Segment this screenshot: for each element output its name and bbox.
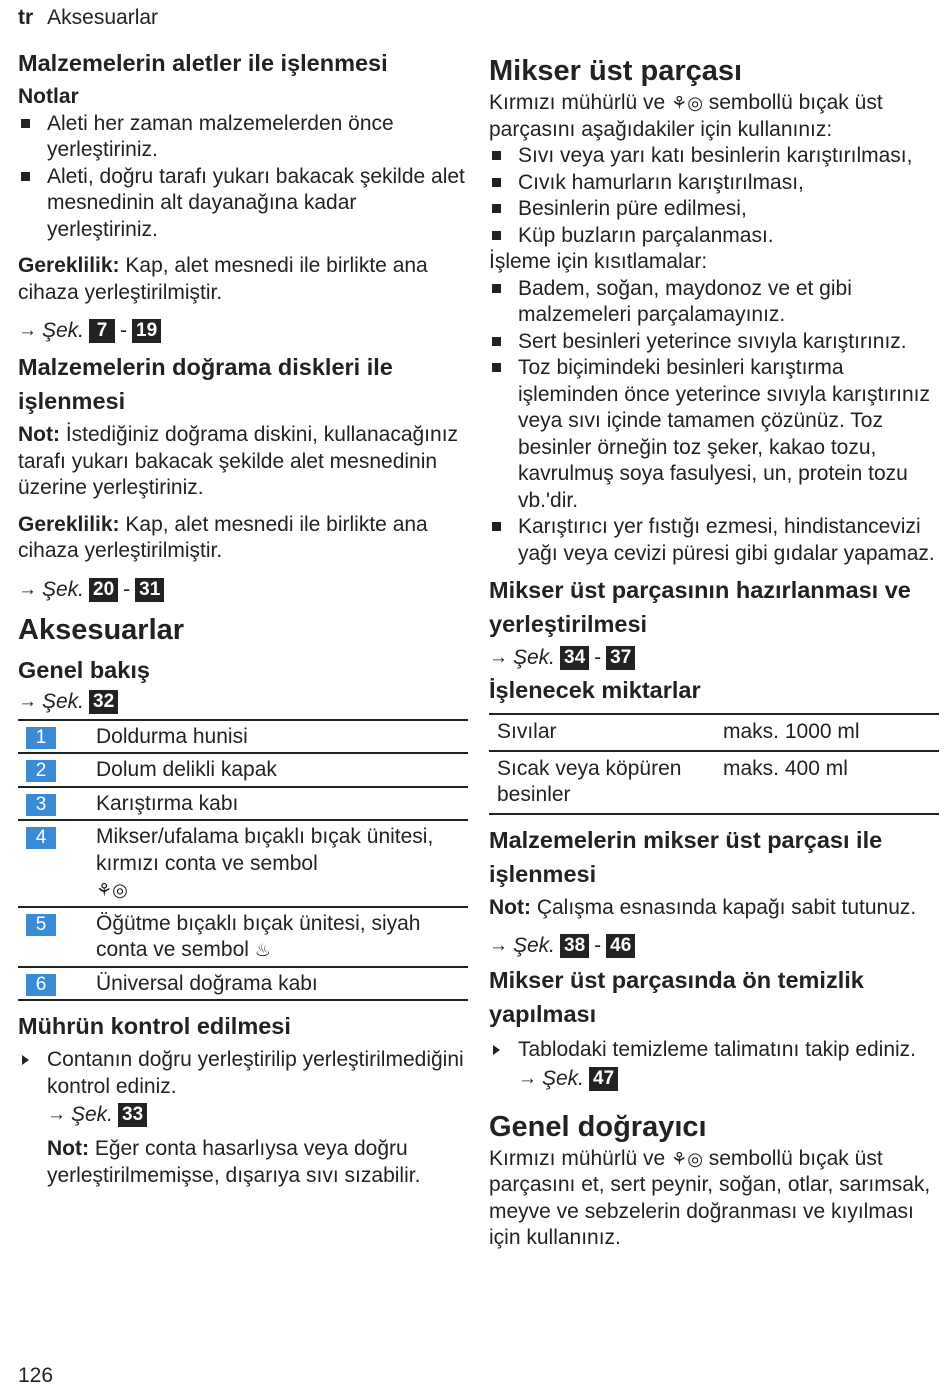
quantity-value: maks. 1000 ml [715, 714, 939, 751]
list-item: Küp buzların parçalanması. [489, 223, 941, 250]
quantity-item: Sıvılar [489, 714, 715, 751]
note-lid: Not: Çalışma esnasında kapağı sabit tutunuz. [489, 895, 917, 919]
figure-ref-32: → Şek. 32 [18, 689, 468, 715]
clean-steps [489, 1037, 941, 1064]
arrow-icon: → [18, 320, 37, 341]
list-item: Sert besinleri yeterince sıvıyla karıştırınız. [489, 329, 941, 356]
figure-ref-34-37: → Şek. 34 - 37 [489, 645, 941, 671]
arrow-icon: → [18, 690, 37, 712]
item-number: 2 [26, 760, 56, 782]
seal-steps [18, 1047, 468, 1100]
blade-symbol-icon: ⚘◎ [96, 880, 128, 900]
list-item: Sıvı veya yarı katı besinlerin karıştırılması, [489, 143, 941, 170]
limits-title: İşleme için kısıtlamalar: [489, 250, 708, 273]
list-item: Besinlerin püre edilmesi, [489, 196, 941, 223]
language-code: tr [18, 6, 34, 29]
quantity-value: maks. 400 ml [715, 751, 939, 814]
blade-symbol-icon: ⚘◎ [671, 1148, 703, 1169]
heading-quantities: İşlenecek miktarlar [489, 677, 701, 703]
table-row [489, 714, 939, 751]
figure-badge: 38 [560, 934, 589, 958]
figure-badge: 20 [89, 578, 118, 602]
quantities-table [489, 713, 939, 815]
list-item: Toz biçimindeki besinleri karıştırma işleminden önce yeterince sıvıyla karıştırınız veya sıvı içinde tamamen çözünüz. Toz besinler örneğin toz şeker, kakao tozu, kavrulmuş soya fasulyesi, un, protein tozu vb.'dir. [489, 355, 941, 514]
note-seal: Not: Eğer conta hasarlıysa veya doğru yerleştirilmemişse, dışarıya sıvı sızabilir. [47, 1137, 421, 1187]
arrow-icon: → [489, 935, 508, 956]
table-row [489, 751, 939, 814]
running-header [18, 6, 158, 30]
figure-ref-47: → Şek. 47 [489, 1066, 941, 1092]
figure-badge: 47 [589, 1067, 618, 1091]
arrow-icon: → [47, 1104, 66, 1125]
note-discs: Not: İstediğiniz doğrama diskini, kullanacağınız tarafı yukarı bakacak şekilde alet mesnedinin üzerine yerleştiriniz. [18, 423, 459, 499]
figure-badge: 33 [118, 1103, 147, 1127]
chopper-text: Kırmızı mühürlü ve ⚘◎ sembollü bıçak üst parçasını et, sert peynir, soğan, otlar, sarımsak, meyve ve sebzelerin doğranması ve kıyılması için kullanınız. [489, 1146, 931, 1249]
table-row [18, 787, 468, 821]
figure-ref-20-31: → Şek. 20 - 31 [18, 577, 468, 603]
figure-badge: 37 [606, 646, 635, 670]
notes-title: Notlar [18, 85, 79, 108]
heading-seal: Mührün kontrol edilmesi [18, 1013, 291, 1039]
list-item: Karıştırıcı yer fıstığı ezmesi, hindistancevizi yağı veya cevizi püresi gibi gıdalar yapamaz. [489, 514, 941, 567]
note-item: Aleti her zaman malzemelerden önce yerleştiriniz. [18, 111, 468, 164]
heading-discs: Malzemelerin doğrama diskleri ile işlenmesi [18, 354, 393, 414]
item-text: Öğütme bıçaklı bıçak ünitesi, siyah conta ve sembol [96, 911, 421, 961]
arrow-icon: → [489, 647, 508, 668]
item-number: 5 [26, 914, 56, 936]
item-text: Dolum delikli kapak [96, 753, 468, 787]
header-section: Aksesuarlar [47, 6, 159, 29]
list-item: Cıvık hamurların karıştırılması, [489, 170, 941, 197]
overview-table [18, 719, 468, 1002]
item-number: 3 [26, 794, 56, 816]
table-row [18, 967, 468, 1001]
step-item: Contanın doğru yerleştirilip yerleştirilmediğini kontrol ediniz. [18, 1047, 468, 1100]
figure-ref-38-46: → Şek. 38 - 46 [489, 933, 941, 959]
page-number: 126 [18, 1364, 54, 1387]
figure-badge: 31 [135, 578, 164, 602]
figure-badge: 46 [606, 934, 635, 958]
quantity-item: Sıcak veya köpüren besinler [489, 751, 715, 814]
table-row [18, 720, 468, 754]
item-text: Karıştırma kabı [96, 787, 468, 821]
item-number: 4 [26, 827, 56, 849]
figure-ref-33: → Şek. 33 [18, 1102, 468, 1128]
heading-accessories: Aksesuarlar [18, 613, 185, 646]
grinding-symbol-icon: ♨ [254, 940, 271, 960]
figure-badge: 34 [560, 646, 589, 670]
blade-symbol-icon: ⚘◎ [671, 93, 703, 113]
table-row [18, 820, 468, 907]
arrow-icon: → [18, 578, 37, 600]
item-text: Üniversal doğrama kabı [96, 967, 468, 1001]
uses-list [489, 143, 941, 249]
heading-prepare: Mikser üst parçasının hazırlanması ve yerleştirilmesi [489, 577, 911, 637]
notes-list [18, 111, 468, 244]
requirement-1: Gereklilik: Kap, alet mesnedi ile birlikte ana cihaza yerleştirilmiştir. [18, 254, 428, 304]
table-row [18, 753, 468, 787]
arrow-icon: → [518, 1067, 537, 1089]
heading-chopper: Genel doğrayıcı [489, 1110, 707, 1143]
figure-badge: 19 [132, 319, 161, 343]
item-text: Doldurma hunisi [96, 720, 468, 754]
mixer-intro: Kırmızı mühürlü ve ⚘◎ sembollü bıçak üst parçasını aşağıdakiler için kullanınız: [489, 91, 883, 141]
heading-mixer: Mikser üst parçası [489, 55, 743, 87]
left-column [18, 46, 468, 1189]
heading-processing: Malzemelerin mikser üst parçası ile işlenmesi [489, 826, 883, 887]
heading-overview: Genel bakış [18, 656, 150, 683]
figure-badge: 7 [89, 319, 115, 343]
heading-precleaning: Mikser üst parçasında ön temizlik yapılması [489, 967, 864, 1027]
figure-ref-7-19: → Şek. 7 - 19 [18, 318, 468, 344]
item-number: 6 [26, 974, 56, 996]
limits-list [489, 276, 941, 568]
list-item: Badem, soğan, maydonoz ve et gibi malzemeleri parçalamayınız. [489, 276, 941, 329]
right-column [489, 52, 941, 1252]
item-text: Mikser/ufalama bıçaklı bıçak ünitesi, kırmızı conta ve sembol [96, 825, 434, 875]
heading-tools: Malzemelerin aletler ile işlenmesi [18, 50, 388, 76]
item-number: 1 [26, 727, 56, 749]
figure-badge: 32 [89, 690, 118, 714]
step-item: Tablodaki temizleme talimatını takip ediniz. [489, 1037, 941, 1064]
table-row [18, 907, 468, 967]
requirement-2: Gereklilik: Kap, alet mesnedi ile birlikte ana cihaza yerleştirilmiştir. [18, 512, 428, 562]
note-item: Aleti, doğru tarafı yukarı bakacak şekilde alet mesnedinin alt dayanağına kadar yerleştiriniz. [18, 164, 468, 244]
